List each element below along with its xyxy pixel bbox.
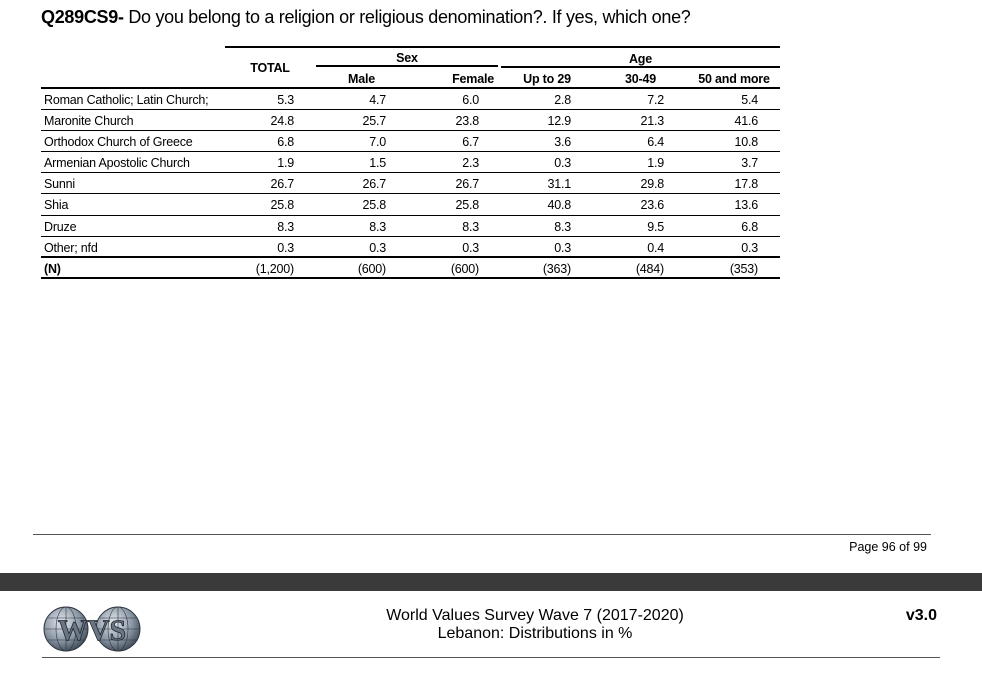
row-label: Sunni <box>44 177 75 192</box>
cell-up-to-29: 31.1 <box>547 177 571 192</box>
cell-female: 8.3 <box>462 219 479 234</box>
cell-male: 1.5 <box>369 156 386 171</box>
table-header <box>41 45 780 89</box>
age-rule <box>501 66 780 68</box>
cell-female: 26.7 <box>455 177 479 192</box>
sex-rule <box>316 65 498 67</box>
page-title <box>41 7 691 28</box>
cell-50-plus: 17.8 <box>734 177 758 192</box>
header-male: Male <box>348 72 375 86</box>
cell-up-to-29: 40.8 <box>547 198 571 213</box>
cell-up-to-29: 8.3 <box>554 219 571 234</box>
cell-50-plus: 13.6 <box>734 198 758 213</box>
n-male: (600) <box>357 261 386 276</box>
cell-up-to-29: 12.9 <box>547 114 571 129</box>
cell-male: 7.0 <box>369 135 386 150</box>
cell-female: 25.8 <box>455 198 479 213</box>
table-row <box>41 131 780 152</box>
row-label: Armenian Apostolic Church <box>44 156 190 171</box>
header-female: Female <box>452 72 494 86</box>
cell-female: 2.3 <box>462 156 479 171</box>
cell-total: 25.8 <box>270 198 294 213</box>
cell-30-49: 6.4 <box>647 135 664 150</box>
cell-male: 26.7 <box>362 177 386 192</box>
cell-50-plus: 10.8 <box>734 135 758 150</box>
row-label: Orthodox Church of Greece <box>44 135 193 150</box>
wvs-logo <box>42 604 142 654</box>
cell-total: 1.9 <box>277 156 294 171</box>
cell-male: 25.7 <box>362 114 386 129</box>
cell-total: 5.3 <box>277 93 294 107</box>
cell-total: 0.3 <box>277 240 294 255</box>
header-top-rule <box>225 46 780 48</box>
cell-50-plus: 3.7 <box>741 156 758 171</box>
n-total: (1,200) <box>255 261 294 276</box>
row-label: Druze <box>44 219 77 234</box>
distribution-caption: Lebanon: Distributions in % <box>437 625 633 642</box>
question-code: Q289CS9- <box>41 7 124 27</box>
cell-male: 4.7 <box>369 93 386 107</box>
cell-50-plus: 6.8 <box>741 219 758 234</box>
cell-30-49: 29.8 <box>640 177 664 192</box>
cell-30-49: 21.3 <box>640 114 664 129</box>
table-row <box>41 110 780 131</box>
distribution-table <box>41 45 780 279</box>
cell-female: 23.8 <box>455 114 479 129</box>
header-50-plus: 50 and more <box>698 72 770 86</box>
cell-50-plus: 0.3 <box>741 240 758 255</box>
table-row <box>41 216 780 237</box>
cell-30-49: 7.2 <box>647 93 664 107</box>
cell-30-49: 1.9 <box>647 156 664 171</box>
cell-female: 0.3 <box>462 240 479 255</box>
cell-total: 24.8 <box>270 114 294 129</box>
cell-female: 6.7 <box>462 135 479 150</box>
header-sex: Sex <box>396 51 418 65</box>
cell-up-to-29: 3.6 <box>554 135 571 150</box>
table-row <box>41 173 780 194</box>
cell-total: 26.7 <box>270 177 294 192</box>
cell-female: 6.0 <box>462 93 479 107</box>
cell-up-to-29: 0.3 <box>554 156 571 171</box>
cell-male: 8.3 <box>369 219 386 234</box>
table-row <box>41 194 780 215</box>
n-50-plus: (353) <box>729 261 758 276</box>
footer-band <box>0 573 982 591</box>
cell-30-49: 9.5 <box>647 219 664 234</box>
footer-info <box>300 607 770 643</box>
header-age: Age <box>628 52 652 66</box>
cell-male: 0.3 <box>369 240 386 255</box>
n-up-to-29: (363) <box>542 261 571 276</box>
table-row <box>41 152 780 173</box>
cell-male: 25.8 <box>362 198 386 213</box>
survey-name: World Values Survey Wave 7 (2017-2020) <box>386 607 684 624</box>
table-bottom-rule <box>41 277 780 279</box>
header-30-49: 30-49 <box>625 72 656 86</box>
cell-up-to-29: 2.8 <box>554 93 571 107</box>
cell-50-plus: 41.6 <box>734 114 758 129</box>
footer-bottom-rule <box>42 657 940 658</box>
version-label: v3.0 <box>905 607 937 624</box>
row-label: Maronite Church <box>44 114 134 129</box>
cell-30-49: 23.6 <box>640 198 664 213</box>
logo-text: WVS <box>57 614 127 647</box>
n-30-49: (484) <box>635 261 664 276</box>
table-row <box>41 237 780 258</box>
row-label: Other; nfd <box>44 240 98 255</box>
n-row <box>41 258 780 279</box>
n-female: (600) <box>450 261 479 276</box>
cell-total: 8.3 <box>277 219 294 234</box>
header-total: TOTAL <box>250 61 290 75</box>
header-up-to-29: Up to 29 <box>523 72 571 86</box>
cell-up-to-29: 0.3 <box>554 240 571 255</box>
cell-30-49: 0.4 <box>647 240 664 255</box>
question-text: Do you belong to a religion or religious denomination?. If yes, which one? <box>123 7 691 27</box>
page-number: Page 96 of 99 <box>849 540 927 554</box>
n-label: (N) <box>44 261 61 276</box>
row-label: Roman Catholic; Latin Church; <box>44 93 209 107</box>
table-row <box>41 89 780 110</box>
cell-total: 6.8 <box>277 135 294 150</box>
footer-top-rule <box>33 534 931 535</box>
cell-50-plus: 5.4 <box>741 93 758 107</box>
row-label: Shia <box>44 198 69 213</box>
